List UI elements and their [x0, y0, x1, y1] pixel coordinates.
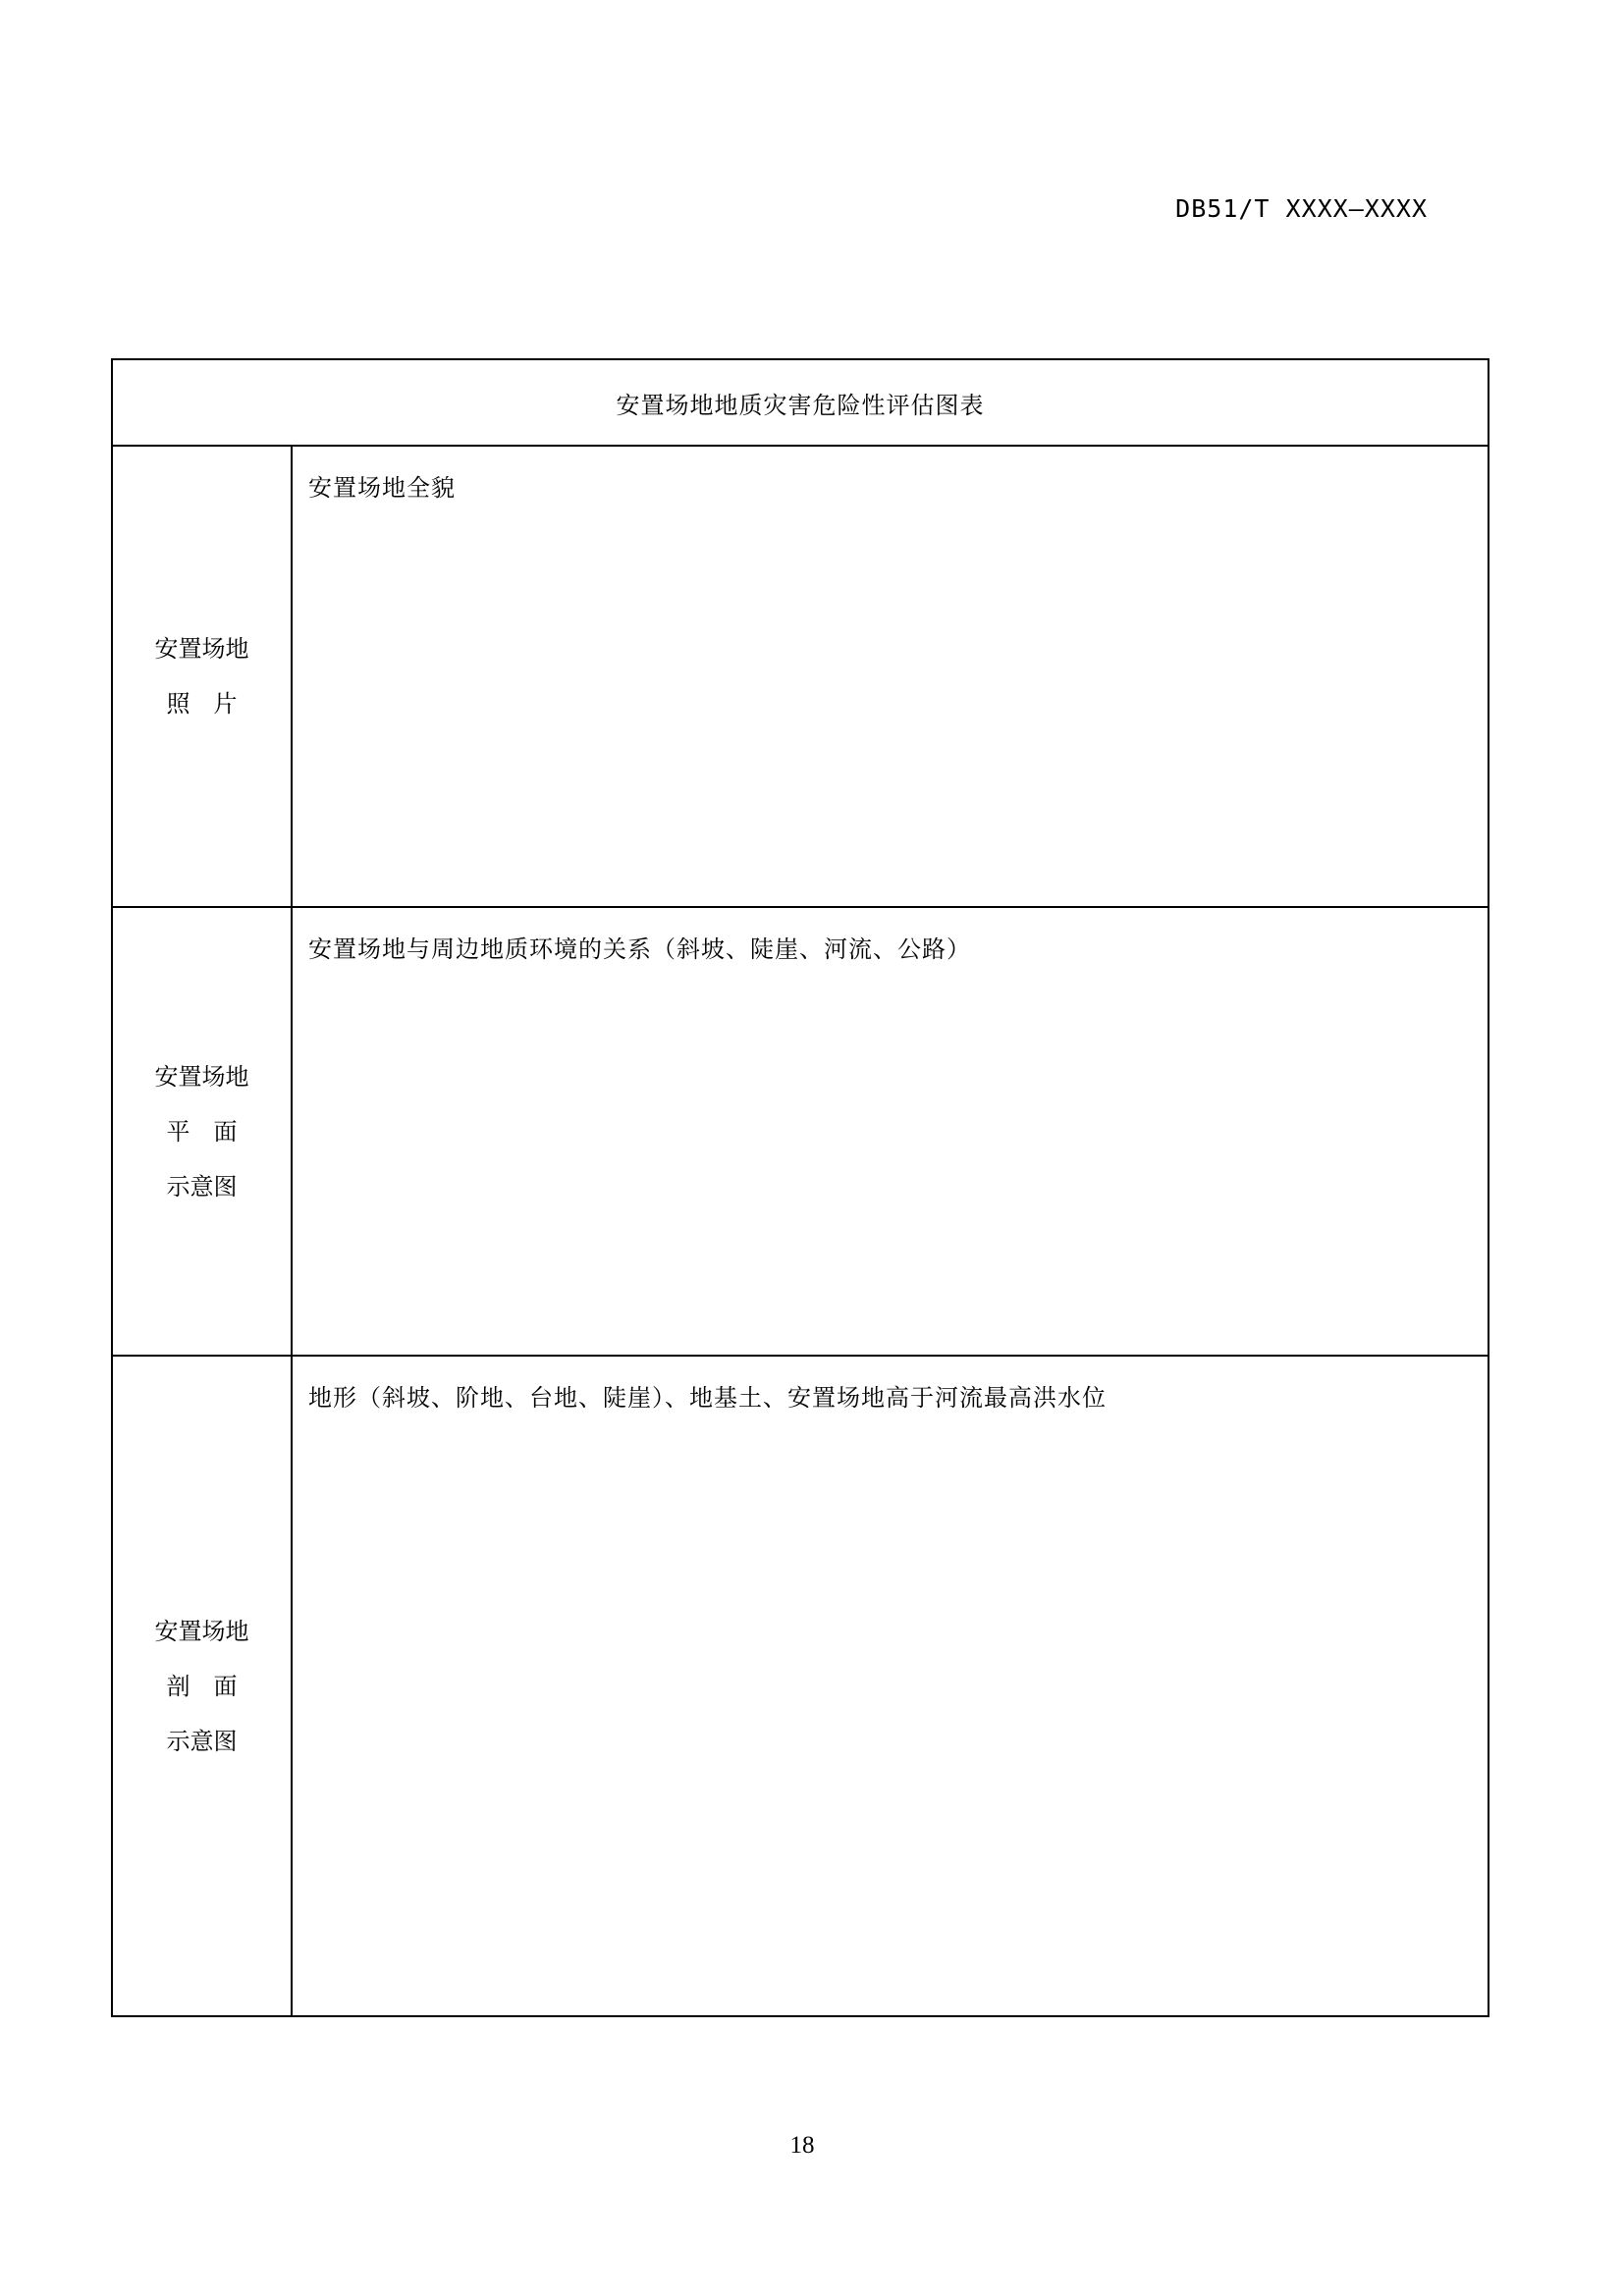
table-title: 安置场地地质灾害危险性评估图表: [112, 359, 1489, 446]
table-row-site-photo: [112, 446, 1489, 907]
row-label-line: 照 片: [166, 690, 238, 718]
document-code: DB51/T XXXX—XXXX: [1175, 194, 1428, 223]
content-prompt-section-diagram: 地形（斜坡、阶地、台地、陡崖）、地基土、安置场地高于河流最高洪水位: [308, 1384, 1107, 1412]
content-prompt-plan-diagram: 安置场地与周边地质环境的关系（斜坡、陡崖、河流、公路）: [308, 935, 971, 963]
row-label-line: 安置场地: [154, 1062, 249, 1091]
table-title-row: [112, 359, 1489, 446]
content-cell-site-photo[interactable]: [292, 446, 1489, 907]
row-label-plan-diagram: [112, 907, 292, 1356]
row-label-line: 示意图: [166, 1727, 238, 1755]
row-label-line: 平 面: [166, 1117, 238, 1146]
row-label-line: 示意图: [166, 1172, 238, 1201]
table-row-plan-diagram: [112, 907, 1489, 1356]
content-cell-section-diagram[interactable]: [292, 1356, 1489, 2016]
row-label-line: 剖 面: [166, 1672, 238, 1700]
row-label-line: 安置场地: [154, 635, 249, 663]
assessment-table: [111, 358, 1489, 2017]
row-label-section-diagram: [112, 1356, 292, 2016]
row-label-line: 安置场地: [154, 1617, 249, 1645]
table-row-section-diagram: [112, 1356, 1489, 2016]
content-prompt-site-photo: 安置场地全貌: [308, 474, 456, 502]
row-label-site-photo: [112, 446, 292, 907]
page-number: 18: [789, 2132, 815, 2159]
content-cell-plan-diagram[interactable]: [292, 907, 1489, 1356]
